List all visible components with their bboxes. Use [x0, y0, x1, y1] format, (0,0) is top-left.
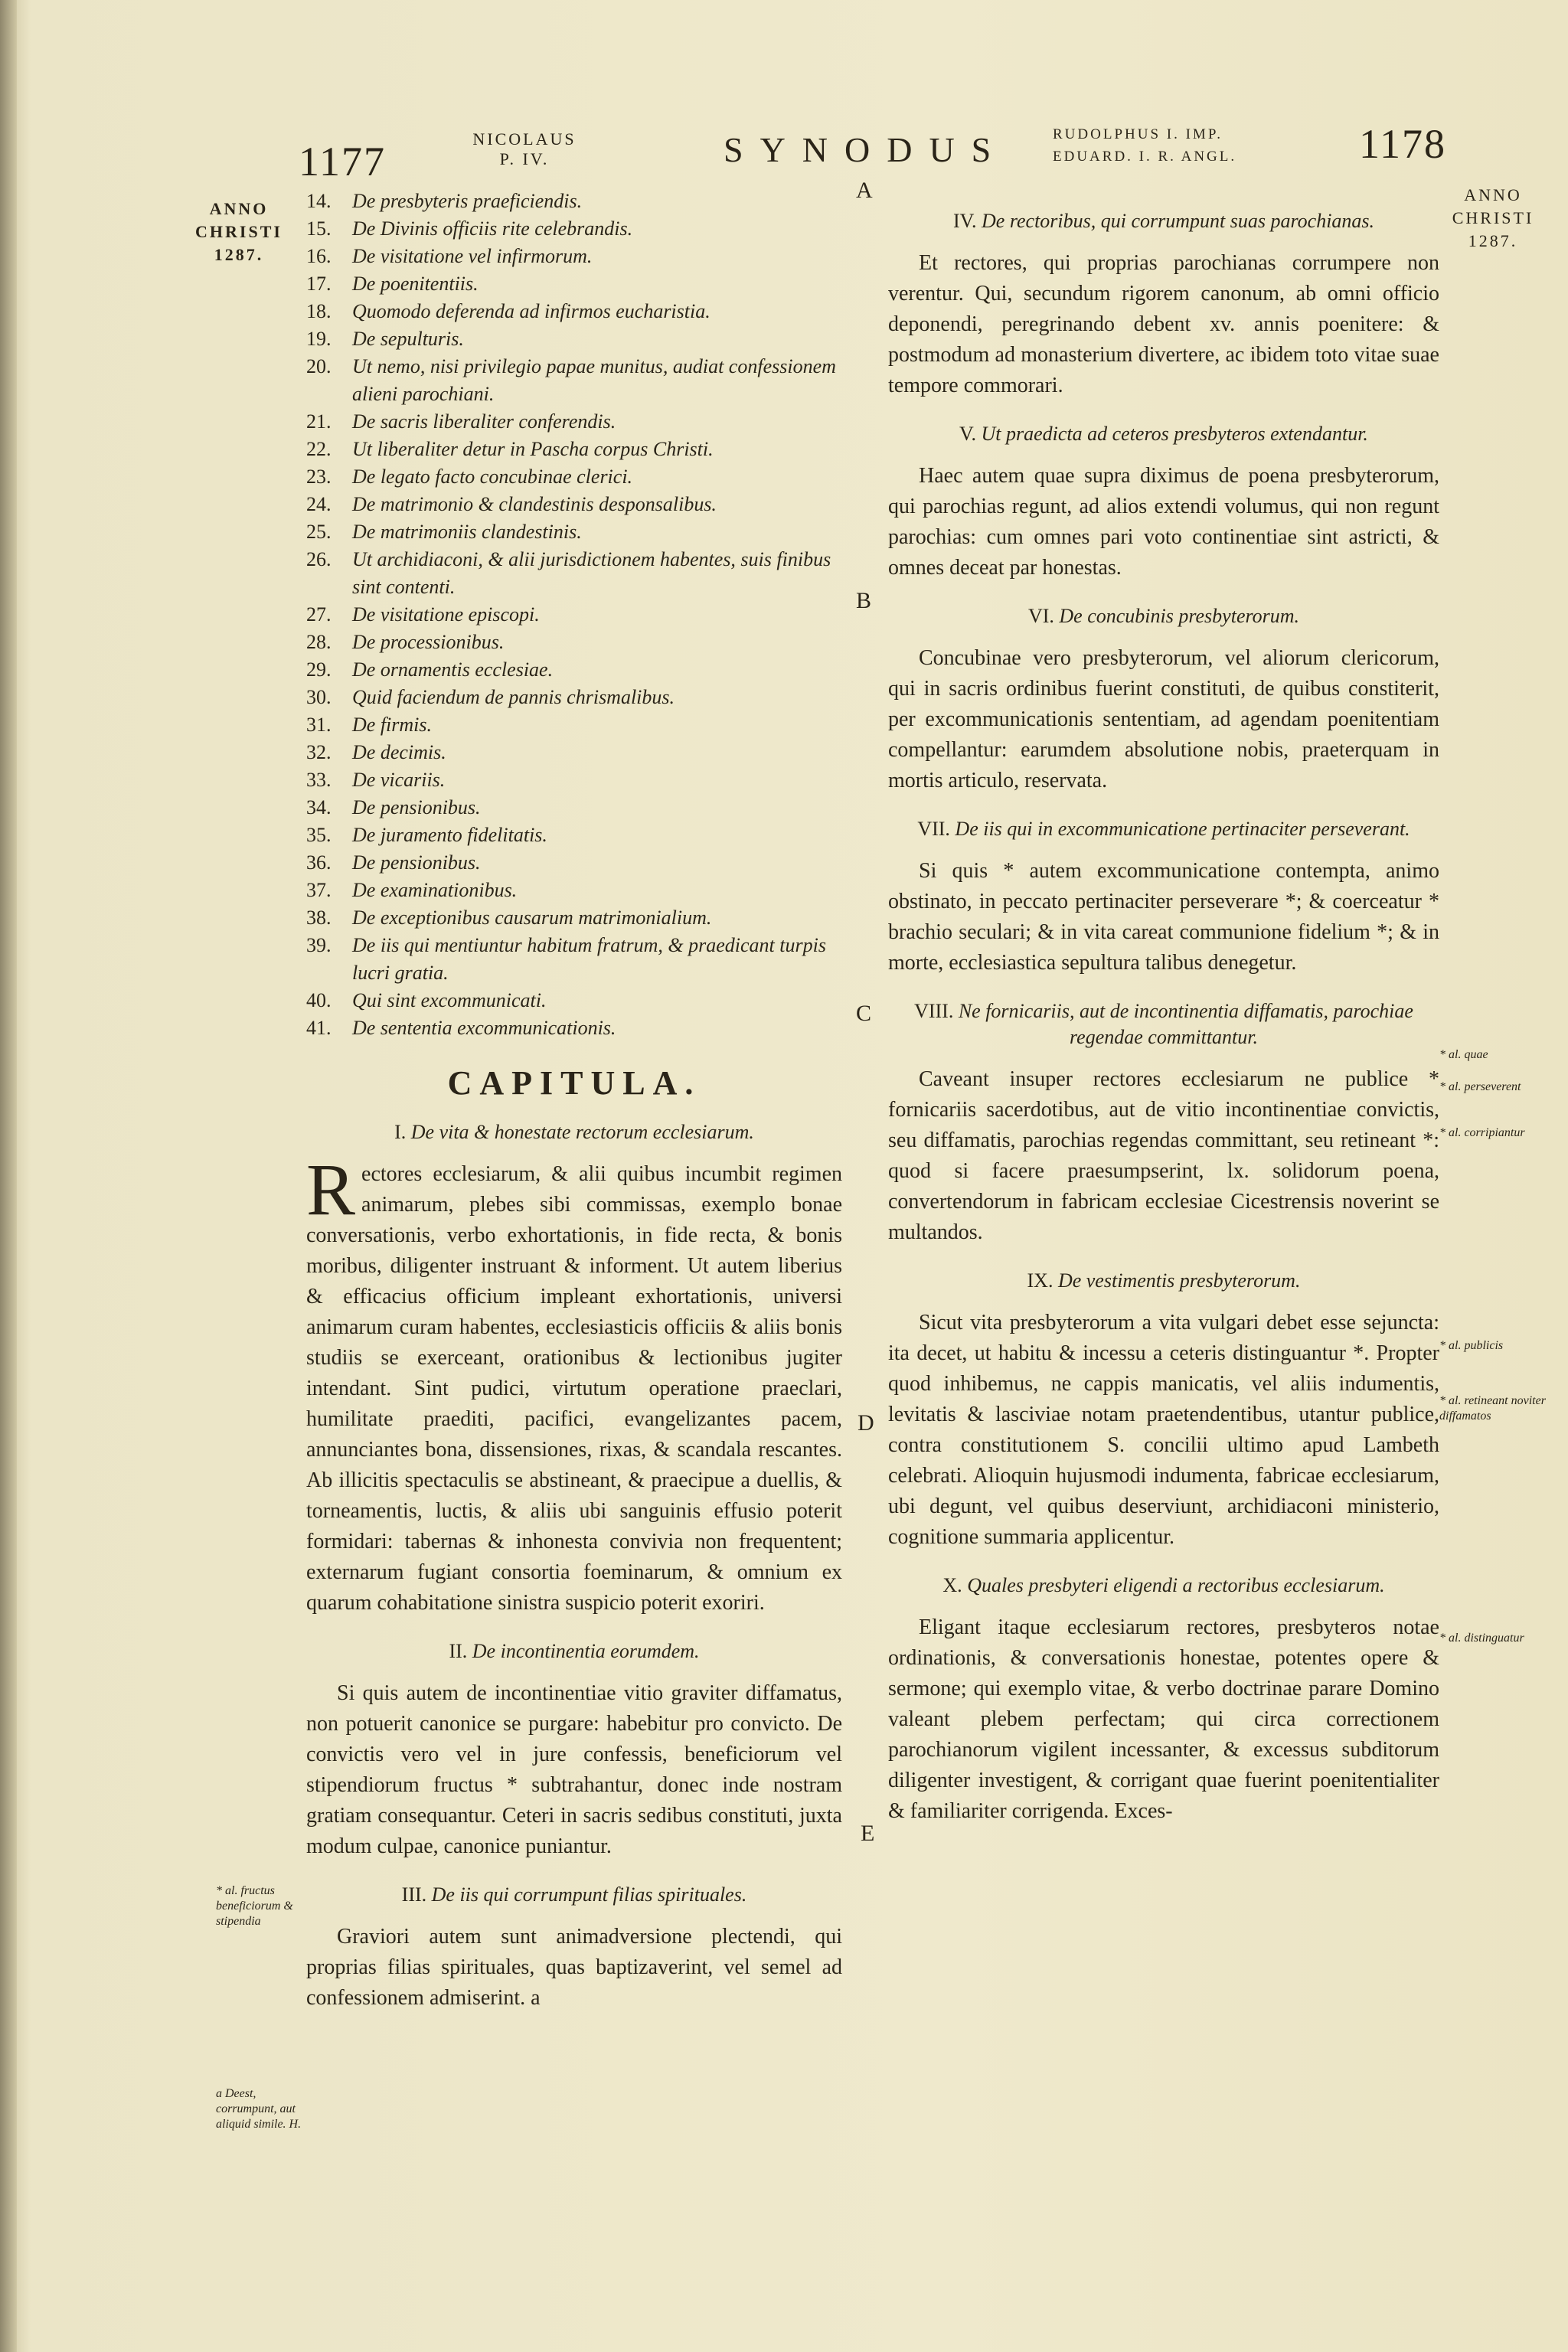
chapter-list-item [306, 904, 842, 932]
chapter-list-item [306, 298, 842, 325]
chapter-list-item [306, 436, 842, 463]
section-number: VI. [1027, 605, 1054, 627]
chapter-number: 26. [306, 548, 332, 570]
chapter-list-item [306, 1014, 842, 1042]
section-9 [888, 1268, 1439, 1553]
chapter-number: 19. [306, 328, 332, 350]
chapter-number: 15. [306, 217, 332, 240]
section-number: X. [942, 1574, 962, 1596]
section-title: De iis qui corrumpunt filias spirituales. [431, 1883, 747, 1906]
chapter-list-item [306, 766, 842, 794]
margin-marker-e: E [861, 1821, 875, 1846]
year: 1287. [214, 245, 264, 264]
chapter-number: 24. [306, 493, 332, 515]
left-column [306, 188, 842, 2014]
chapter-number: 35. [306, 824, 332, 846]
chapter-number: 20. [306, 355, 332, 377]
margin-note-distinguatur: * al. distinguatur [1439, 1632, 1524, 1645]
chapter-title: De exceptionibus causarum matrimonialium. [352, 906, 712, 929]
section-text: Si quis autem de incontinentiae vitio graviter diffamatus, non potuerit canonice se purgare: habebitur pro convicto. De convictis vero vel in jure confessis, beneficiorum vel stipendiorum fructus * subtrahantur, donec inde nostram gratiam consequantur. Ceteri in sacris sedibus constituti, juxta modum culpae, canonice puniantur. [306, 1681, 842, 1858]
chapter-number: 29. [306, 658, 332, 681]
capitula-heading: CAPITULA. [447, 1064, 701, 1102]
margin-note-retineant: * al. retineant noviter diffamatos [1439, 1394, 1546, 1423]
section-text: Si quis * autem excommunicatione contempta, animo obstinato, in peccato pertinaciter perseverare *; & coerceatur * brachio seculari; & in vita careat communione fidelium *; & in morte, ecclesiastica sepultura talibus denegetur. [888, 859, 1439, 975]
chapter-title: De matrimoniis clandestinis. [352, 521, 582, 543]
header-nicolaus: NICOLAUS [472, 129, 577, 149]
chapter-title: De visitatione episcopi. [352, 603, 540, 626]
anno-word: ANNO [1464, 185, 1522, 204]
section-title: Ut praedicta ad ceteros presbyteros extendantur. [981, 423, 1368, 445]
chapter-title: De vicariis. [352, 769, 446, 791]
chapter-number: 36. [306, 851, 332, 874]
chapter-list-item [306, 987, 842, 1014]
chapter-list-item [306, 270, 842, 298]
section-number: IV. [952, 210, 977, 232]
chapter-list-item [306, 656, 842, 684]
chapter-number: 37. [306, 879, 332, 901]
chapter-list-item [306, 463, 842, 491]
chapter-title: De decimis. [352, 741, 446, 763]
chapter-list-item [306, 932, 842, 987]
section-heading [306, 1882, 842, 1908]
chapter-title: De sepulturis. [352, 328, 464, 350]
section-heading [888, 1573, 1439, 1599]
margin-note-publicis: * al. publicis [1439, 1339, 1504, 1352]
section-number: IX. [1027, 1269, 1054, 1292]
chapter-number: 33. [306, 769, 332, 791]
margin-note-deest: a Deest, corrumpunt, aut aliquid simile. H. [216, 2087, 302, 2131]
anno-christi-right [1439, 184, 1547, 253]
chapter-list-item [306, 629, 842, 656]
chapter-title: De ornamentis ecclesiae. [352, 658, 554, 681]
right-column [888, 198, 1439, 1827]
section-title: De vestimentis presbyterorum. [1057, 1269, 1301, 1292]
chapter-number: 16. [306, 245, 332, 267]
chapter-list [306, 188, 842, 1042]
chapter-list-item [306, 353, 842, 408]
margin-note-fructus: * al. fructus beneficiorum & stipendia [216, 1884, 293, 1928]
section-4 [888, 208, 1439, 401]
chapter-title: De sententia excommunicationis. [352, 1017, 616, 1039]
section-heading [306, 1638, 842, 1664]
chapter-title: De iis qui mentiuntur habitum fratrum, & praedicant turpis lucri gratia. [352, 934, 826, 984]
section-number: I. [394, 1121, 407, 1143]
section-title: De iis qui in excommunicatione pertinaciter perseverant. [955, 818, 1410, 840]
section-6 [888, 603, 1439, 796]
header-rudolphus: RUDOLPHUS I. IMP. [1053, 126, 1223, 142]
chapter-number: 21. [306, 410, 332, 433]
chapter-title: De poenitentiis. [352, 273, 479, 295]
chapter-number: 39. [306, 934, 332, 956]
section-title: De vita & honestate rectorum ecclesiarum. [410, 1121, 754, 1143]
chapter-list-item [306, 822, 842, 849]
chapter-number: 32. [306, 741, 332, 763]
section-title: Quales presbyteri eligendi a rectoribus ecclesiarum. [967, 1574, 1385, 1596]
section-heading [888, 998, 1439, 1050]
chapter-title: Qui sint excommunicati. [352, 989, 547, 1011]
chapter-list-item [306, 601, 842, 629]
margin-marker-c: C [856, 1001, 872, 1026]
chapter-title: De Divinis officiis rite celebrandis. [352, 217, 633, 240]
section-1 [306, 1119, 842, 1619]
chapter-list-item [306, 877, 842, 904]
page-number-right: 1178 [1359, 121, 1446, 167]
chapter-number: 17. [306, 273, 332, 295]
chapter-number: 25. [306, 521, 332, 543]
chapter-list-item [306, 243, 842, 270]
chapter-list-item [306, 518, 842, 546]
chapter-list-item [306, 325, 842, 353]
chapter-number: 28. [306, 631, 332, 653]
section-text: Et rectores, qui proprias parochianas corrumpere non verentur. Qui, secundum rigorem canonum, ab omni officio deponendi, peregrinando debent xv. annis poenitere: & postmodum ad monasterium divertere, ac ibidem toto vitae suae tempore commorari. [888, 251, 1439, 397]
christi-word: CHRISTI [195, 222, 283, 241]
section-text: Rectores ecclesiarum, & alii quibus incumbit regimen animarum, plebes sibi commissas, exemplo bonae conversationis, verbo exhortationis, in fide recta, & bonis moribus, diligenter instruant & informent. Ut autem liberius & efficacius officium impleant exhortationis, universi animarum curam habentes, ecclesiasticis officiis & aliis bonis studiis se exerceant, orationibus & lectionibus jugiter intendant. Sint pudici, virtutum operatione praeclari, humilitate praediti, pacifici, evangelizantes pacem, annunciantes bona, dissensiones, rixas, & scandala rescantes. Ab illicitis spectaculis se abstineant, & praecipue a duellis, & torneamentis, luctis, & aliis ubi sanguinis effusio poterit formidari: tabernas & inhonesta convivia non frequentent; externarum fugiant consortia foeminarum, & omnium ex quarum cohabitatione sinistra suspicio poterit exoriri. [306, 1148, 842, 1615]
chapter-list-item [306, 849, 842, 877]
chapter-number: 34. [306, 796, 332, 818]
chapter-title: De matrimonio & clandestinis desponsalibus. [352, 493, 717, 515]
chapter-title: De presbyteris praeficiendis. [352, 190, 583, 212]
section-text: Concubinae vero presbyterorum, vel aliorum clericorum, qui in sacris ordinibus fuerint constituti, de quibus constiterit, per excommunicationis sententiam, ad agendam poenitentiam compellantur: earumdem absolutione nobis, praeterquam in mortis articulo, reservata. [888, 646, 1439, 792]
section-10 [888, 1573, 1439, 1827]
section-number: VII. [917, 818, 950, 840]
section-text: Sicut vita presbyterorum a vita vulgari debet esse sejuncta: ita decet, ut habitu & incessu a ceteris distinguantur *. Propter quod inhibemus, ne cappis manicatis, vel aliis indumentis, levitatis & lasciviae notam praetendentibus, utantur publice, contra constitutionem S. concilii ultimo apud Lambeth celebrati. Alioquin hujusmodi indumenta, fabricae ecclesiarum, ubi degunt, vel quibus deserviunt, archidiaconi ministerio, cognitione summaria applicentur. [888, 1311, 1439, 1549]
chapter-list-item [306, 794, 842, 822]
chapter-number: 23. [306, 466, 332, 488]
chapter-list-item [306, 684, 842, 711]
chapter-title: De pensionibus. [352, 796, 481, 818]
year: 1287. [1468, 231, 1518, 250]
page-number-left: 1177 [299, 139, 386, 185]
chapter-list-item [306, 491, 842, 518]
margin-note-corripiantur: * al. corripiantur [1439, 1126, 1525, 1139]
header-pope [452, 129, 597, 169]
chapter-number: 40. [306, 989, 332, 1011]
section-text: Caveant insuper rectores ecclesiarum ne publice * fornicariis sacerdotibus, aut de vitio incontinentiae convictis, seu diffamatis, parochias regendas committant, seu retineant *: quod si facere praesumpserint, lx. solidorum poena, convertendorum in fabricam ecclesiae Cicestrensis noverint se multandos. [888, 1067, 1439, 1244]
section-heading [888, 816, 1439, 842]
chapter-title: De visitatione vel infirmorum. [352, 245, 593, 267]
chapter-number: 27. [306, 603, 332, 626]
section-2 [306, 1638, 842, 1862]
chapter-number: 18. [306, 300, 332, 322]
chapter-title: De firmis. [352, 714, 432, 736]
christi-word: CHRISTI [1452, 208, 1534, 227]
chapter-list-item [306, 711, 842, 739]
chapter-number: 30. [306, 686, 332, 708]
chapter-number: 41. [306, 1017, 332, 1039]
section-heading [888, 1268, 1439, 1294]
chapter-number: 14. [306, 190, 332, 212]
header-eduard: EDUARD. I. R. ANGL. [1053, 149, 1237, 165]
header-papa: P. IV. [499, 149, 550, 168]
margin-marker-d: D [858, 1410, 874, 1436]
chapter-title: De legato facto concubinae clerici. [352, 466, 633, 488]
section-number: VIII. [914, 1000, 954, 1022]
section-heading [888, 421, 1439, 447]
section-heading [306, 1119, 842, 1145]
section-title: De incontinentia eorumdem. [472, 1640, 700, 1662]
margin-marker-a: A [856, 178, 873, 203]
chapter-title: Ut nemo, nisi privilegio papae munitus, audiat confessionem alieni parochiani. [352, 355, 836, 405]
section-title: De rectoribus, qui corrumpunt suas parochianas. [982, 210, 1375, 232]
chapter-list-item [306, 546, 842, 601]
section-3 [306, 1882, 842, 2014]
chapter-list-item [306, 215, 842, 243]
running-header [0, 119, 1568, 185]
section-number: II. [449, 1640, 468, 1662]
chapter-list-item [306, 739, 842, 766]
chapter-title: Ut archidiaconi, & alii jurisdictionem habentes, suis finibus sint contenti. [352, 548, 831, 598]
chapter-list-item [306, 188, 842, 215]
chapter-list-item [306, 408, 842, 436]
chapter-title: De processionibus. [352, 631, 505, 653]
chapter-title: Ut liberaliter detur in Pascha corpus Christi. [352, 438, 714, 460]
chapter-title: De sacris liberaliter conferendis. [352, 410, 616, 433]
margin-note-quae: * al. quae [1439, 1048, 1488, 1061]
chapter-number: 22. [306, 438, 332, 460]
chapter-number: 31. [306, 714, 332, 736]
chapter-title: De pensionibus. [352, 851, 481, 874]
section-text: Eligant itaque ecclesiarum rectores, presbyteros notae ordinationis, & conversationis honestae, potentes opere & sermone; qui exemplo vitae, & verbo doctrinae parare Domino valeant plebem perfectam; qui circa correctionem parochianorum vigilent incessanter, & excessus subditorum diligenter investigent, & corrigant quae fuerint poenitentialiter & familiariter corrigenda. Exces- [888, 1615, 1439, 1823]
section-7 [888, 816, 1439, 978]
section-text: Graviori autem sunt animadversione plectendi, qui proprias filias spirituales, quas baptizaverint, vel semel ad confessionem admiserint. a [306, 1925, 842, 2010]
section-8 [888, 998, 1439, 1248]
section-number: V. [959, 423, 976, 445]
section-title: De concubinis presbyterorum. [1059, 605, 1300, 627]
section-heading [888, 208, 1439, 234]
anno-christi-left [193, 198, 285, 266]
section-text: Haec autem quae supra diximus de poena presbyterorum, qui parochias regunt, ad alios extendi volumus, qui non regunt parochias: cum omnes pari voto continentiae sint astricti, & omnes deceat par honestas. [888, 464, 1439, 580]
anno-word: ANNO [209, 199, 269, 218]
binding-gutter [0, 0, 17, 2352]
chapter-title: De examinationibus. [352, 879, 518, 901]
section-5 [888, 421, 1439, 583]
chapter-title: De juramento fidelitatis. [352, 824, 547, 846]
header-rulers [1053, 123, 1305, 168]
section-title: Ne fornicariis, aut de incontinentia diffamatis, parochiae regendae committantur. [958, 1000, 1413, 1048]
margin-marker-b: B [856, 588, 872, 613]
chapter-number: 38. [306, 906, 332, 929]
section-number: III. [401, 1883, 427, 1906]
header-title: SYNODUS [724, 130, 1008, 169]
section-heading [888, 603, 1439, 629]
chapter-title: Quid faciendum de pannis chrismalibus. [352, 686, 675, 708]
chapter-title: Quomodo deferenda ad infirmos eucharistia. [352, 300, 710, 322]
margin-note-perseverent: * al. perseverent [1439, 1080, 1521, 1093]
